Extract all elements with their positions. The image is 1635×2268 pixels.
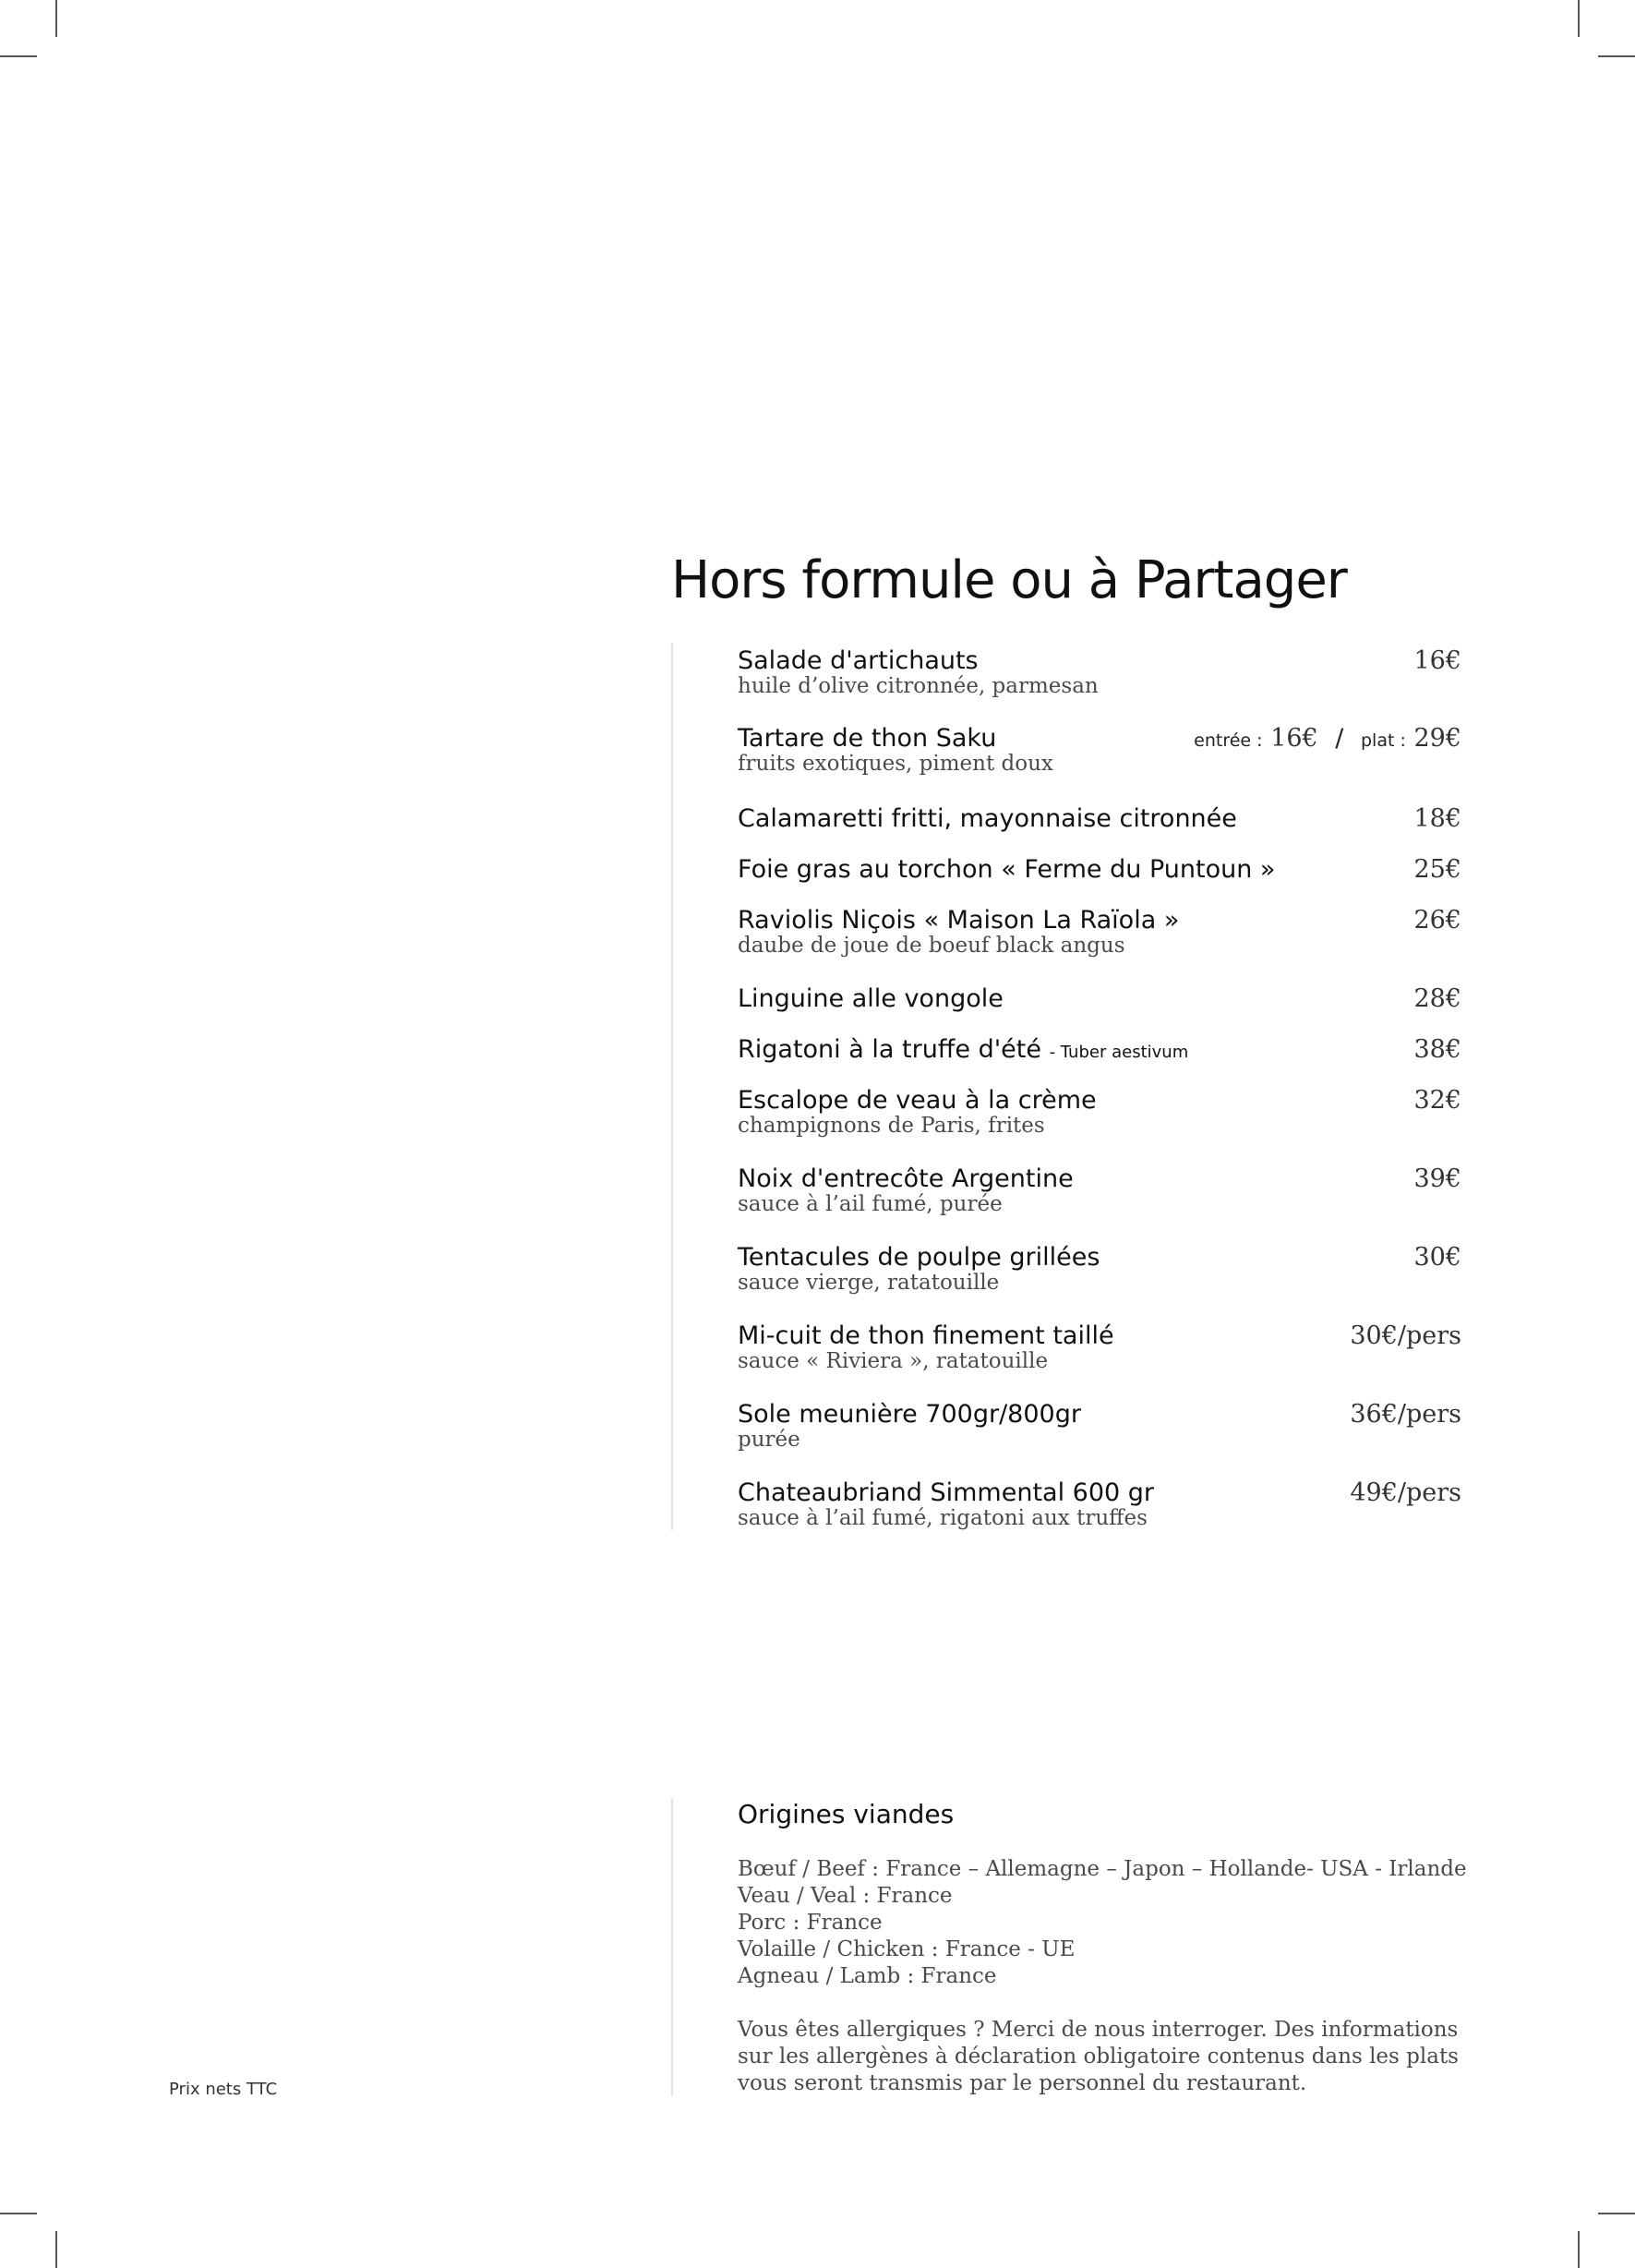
menu-item-salade: [738, 646, 1461, 698]
menu-item-foie-gras: [738, 855, 1461, 885]
price-plat: 29€: [1413, 724, 1461, 753]
menu-divider-line: [671, 644, 673, 1530]
item-price: 26€: [1413, 906, 1461, 935]
item-price: 39€: [1413, 1164, 1461, 1193]
crop-mark-top-left-v: [55, 0, 57, 37]
item-note: - Tuber aestivum: [1049, 1043, 1189, 1062]
origins-divider-line: [671, 1799, 673, 2096]
crop-mark-top-right-h: [1598, 55, 1635, 57]
menu-item-entrecote: [738, 1164, 1461, 1216]
item-name: Mi-cuit de thon finement taillé: [738, 1321, 1114, 1350]
price-note: Prix nets TTC: [169, 2080, 278, 2099]
crop-mark-top-right-v: [1578, 0, 1580, 37]
item-name: Tentacules de poulpe grillées: [738, 1243, 1100, 1272]
page-title: Hors formule ou à Partager: [671, 550, 1347, 610]
origins-section: [738, 1799, 1476, 2097]
item-name: [738, 1035, 1461, 1068]
item-name: Raviolis Niçois « Maison La Raïola »: [738, 906, 1180, 935]
item-price: 49€/pers: [1350, 1478, 1461, 1507]
item-name: Calamaretti fritti, mayonnaise citronnée: [738, 804, 1237, 833]
price-entree: 16€: [1270, 724, 1318, 753]
price-entree-label: entrée :: [1194, 730, 1263, 751]
price-separator: /: [1335, 724, 1344, 753]
item-desc: huile d’olive citronnée, parmesan: [738, 674, 1099, 698]
item-price: 32€: [1413, 1086, 1461, 1115]
menu-item-raviolis: [738, 906, 1461, 958]
item-name: Noix d'entrecôte Argentine: [738, 1164, 1074, 1193]
item-price-split: [1194, 724, 1461, 755]
crop-mark-bottom-left-h: [0, 2213, 37, 2214]
item-price: 30€: [1413, 1243, 1461, 1272]
menu-item-chateaubriand: [738, 1478, 1461, 1530]
item-desc: sauce « Riviera », ratatouille: [738, 1349, 1049, 1373]
origin-line: Porc : France: [738, 1911, 883, 1935]
allergy-line: Vous êtes allergiques ? Merci de nous interroger. Des informations: [738, 2018, 1459, 2042]
price-plat-label: plat :: [1360, 730, 1406, 751]
crop-mark-top-left-h: [0, 55, 37, 57]
item-name: Escalope de veau à la crème: [738, 1086, 1097, 1115]
item-name-text: Rigatoni à la truffe d'été: [738, 1035, 1041, 1064]
item-desc: sauce vierge, ratatouille: [738, 1271, 1000, 1295]
allergy-line: sur les allergènes à déclaration obligatoire contenus dans les plats: [738, 2045, 1459, 2069]
item-price: 16€: [1413, 646, 1461, 675]
origin-line: Bœuf / Beef : France – Allemagne – Japon – Hollande- USA - Irlande: [738, 1857, 1467, 1881]
item-desc: daube de joue de boeuf black angus: [738, 934, 1125, 958]
origin-line: Veau / Veal : France: [738, 1884, 953, 1908]
menu-item-poulpe: [738, 1243, 1461, 1295]
item-price: 25€: [1413, 855, 1461, 884]
item-desc: purée: [738, 1428, 800, 1452]
item-name: Foie gras au torchon « Ferme du Puntoun »: [738, 855, 1276, 884]
item-desc: sauce à l’ail fumé, rigatoni aux truffes: [738, 1506, 1148, 1530]
item-price: 36€/pers: [1350, 1400, 1461, 1429]
item-price: 38€: [1413, 1035, 1461, 1064]
menu-item-calamaretti: [738, 804, 1461, 834]
menu-item-mi-cuit: [738, 1321, 1461, 1373]
item-name: Salade d'artichauts: [738, 646, 979, 675]
item-desc: champignons de Paris, frites: [738, 1114, 1045, 1138]
origins-heading: Origines viandes: [738, 1799, 955, 1829]
item-desc: fruits exotiques, piment doux: [738, 752, 1053, 776]
menu-item-sole: [738, 1400, 1461, 1452]
crop-mark-bottom-right-v: [1578, 2231, 1580, 2268]
crop-mark-bottom-right-h: [1598, 2213, 1635, 2214]
menu-item-linguine: [738, 984, 1461, 1014]
allergy-notice: [738, 2017, 1476, 2097]
item-name: Sole meunière 700gr/800gr: [738, 1400, 1081, 1429]
origin-line: Agneau / Lamb : France: [738, 1964, 997, 1988]
item-desc: sauce à l’ail fumé, purée: [738, 1192, 1003, 1216]
item-name: Tartare de thon Saku: [738, 724, 997, 753]
item-name: Linguine alle vongole: [738, 984, 1004, 1013]
item-price: 30€/pers: [1350, 1321, 1461, 1350]
item-price: 28€: [1413, 984, 1461, 1013]
menu-item-rigatoni: [738, 1035, 1461, 1068]
item-name: Chateaubriand Simmental 600 gr: [738, 1478, 1155, 1507]
origin-line: Volaille / Chicken : France - UE: [738, 1937, 1076, 1961]
crop-mark-bottom-left-v: [55, 2231, 57, 2268]
menu-item-tartare: [738, 724, 1461, 776]
allergy-line: vous seront transmis par le personnel du restaurant.: [738, 2071, 1307, 2095]
menu-item-escalope: [738, 1086, 1461, 1138]
item-price: 18€: [1413, 804, 1461, 833]
